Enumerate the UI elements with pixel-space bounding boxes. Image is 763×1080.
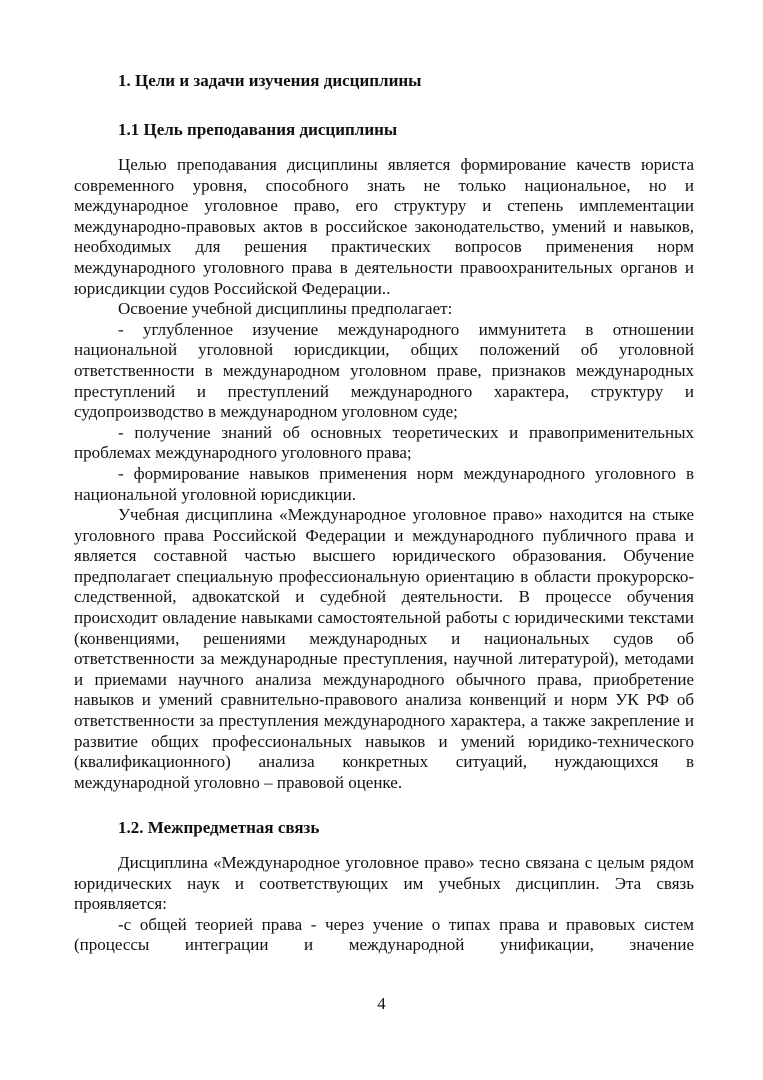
- paragraph: Дисциплина «Международное уголовное право» тесно связана с целым рядом юридических наук и соответствующих им учебных дисциплин. Эта связь проявляется:: [74, 853, 694, 914]
- paragraph: Целью преподавания дисциплины является формирование качеств юриста современного уровня, способного знать не только национальное, но и международное уголовное право, его структуру и степень имплементации международно-правовых актов в российское законодательство, умений и навыков, необходимых для решения практических вопросов применения норм международного уголовного права в деятельности правоохранительных органов и юрисдикции судов Российской Федерации..: [74, 155, 694, 298]
- section-1-2-body: [74, 853, 694, 956]
- list-item: - углубленное изучение международного иммунитета в отношении национальной уголовной юрисдикции, общих положений об уголовной ответственности в международном уголовном праве, признаков международных преступлений и преступлений международного характера, структуру и судопроизводство в международном уголовном суде;: [74, 319, 694, 422]
- paragraph: Учебная дисциплина «Международное уголовное право» находится на стыке уголовного права Российской Федерации и международного публичного права и является составной частью высшего юридического образования. Обучение предполагает специальную профессиональную ориентацию в области прокурорско-следственной, адвокатской и судебной деятельности. В процессе обучения происходит овладение навыками самостоятельной работы с юридическими текстами (конвенциями, решениями международных и национальных судов об ответственности за международные преступления, научной литературой), методами и приемами научного анализа международного обычного права, приобретение навыков и умений сравнительно-правового анализа конвенций и норм УК РФ об ответственности за преступления международного характера, а также закрепление и развитие общих профессиональных навыков и умений юридико-технического (квалификационного) анализа конкретных ситуаций, нуждающихся в международной уголовно – правовой оценке.: [74, 505, 694, 792]
- list-item: - формирование навыков применения норм международного уголовного в национальной уголовной юрисдикции.: [74, 463, 694, 504]
- section-heading: 1. Цели и задачи изучения дисциплины: [118, 71, 422, 90]
- section-1-1-body: [74, 155, 694, 793]
- subsection-heading: 1.1 Цель преподавания дисциплины: [118, 120, 398, 139]
- paragraph: Освоение учебной дисциплины предполагает:: [118, 299, 453, 319]
- subsection-heading: 1.2. Межпредметная связь: [118, 818, 320, 837]
- list-item: -с общей теорией права - через учение о типах права и правовых систем (процессы интеграции и международной унификации, значение: [74, 914, 694, 955]
- page-number: 4: [377, 994, 386, 1013]
- list-item: - получение знаний об основных теоретических и правоприменительных проблемах международного уголовного права;: [74, 422, 694, 463]
